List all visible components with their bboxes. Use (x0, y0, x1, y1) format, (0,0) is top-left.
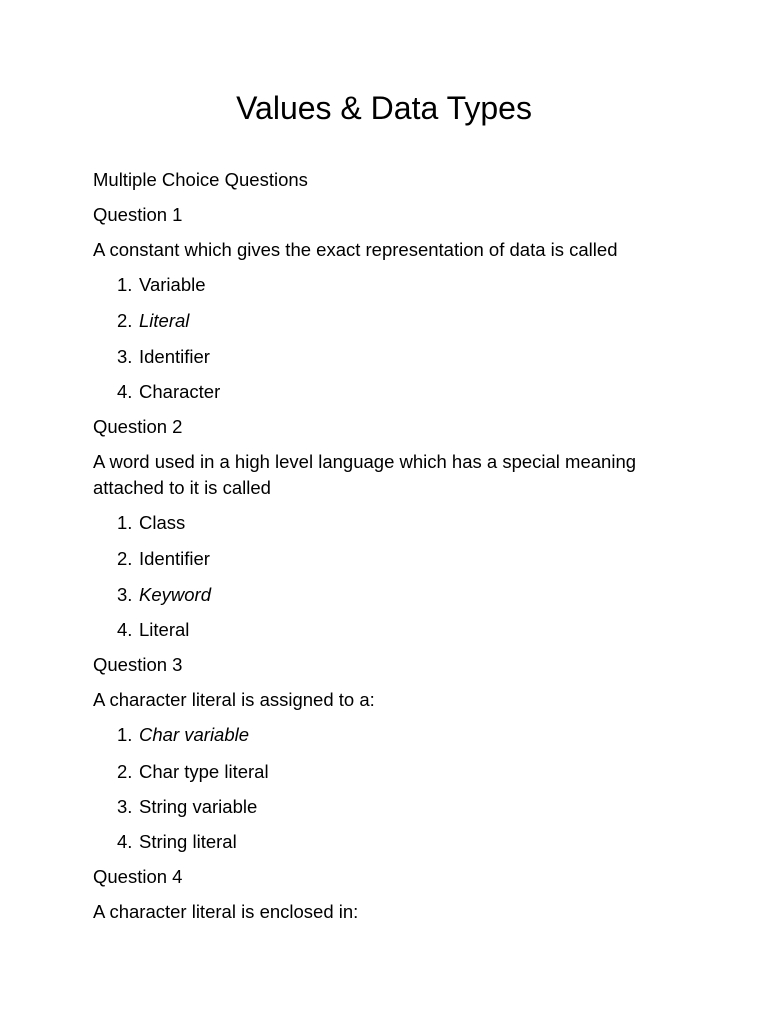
answer-option (93, 829, 237, 855)
section-heading: Multiple Choice Questions (93, 169, 308, 190)
option-text: Identifier (139, 548, 210, 569)
option-text: Literal (139, 619, 190, 640)
option-text: String literal (139, 831, 237, 852)
answer-option-correct (93, 308, 189, 334)
answer-option (93, 510, 185, 536)
option-number: 4. (117, 619, 133, 640)
option-text: Class (139, 512, 186, 533)
question-text: A constant which gives the exact representation of data is called (93, 239, 618, 260)
option-number: 1. (117, 724, 133, 745)
answer-option (93, 546, 210, 572)
answer-option-correct (93, 722, 249, 748)
answer-option (93, 794, 257, 820)
question-label: Question 3 (93, 654, 183, 675)
question-label: Question 2 (93, 416, 183, 437)
option-text: Character (139, 381, 221, 402)
option-number: 3. (117, 346, 133, 367)
answer-option (93, 344, 210, 370)
page-title: Values & Data Types (236, 90, 532, 126)
option-text: Char type literal (139, 761, 269, 782)
answer-option (93, 379, 220, 405)
option-text: Identifier (139, 346, 210, 367)
option-text: Char variable (139, 724, 250, 745)
option-text: Keyword (139, 584, 211, 605)
question-label: Question 4 (93, 866, 183, 887)
option-number: 2. (117, 310, 133, 331)
answer-option (93, 617, 189, 643)
option-text: Variable (139, 274, 206, 295)
option-number: 2. (117, 761, 133, 782)
answer-option (93, 759, 269, 785)
option-number: 4. (117, 831, 133, 852)
option-number: 3. (117, 584, 133, 605)
option-number: 3. (117, 796, 133, 817)
question-text: A character literal is assigned to a: (93, 689, 375, 710)
option-text: String variable (139, 796, 258, 817)
question-text: A word used in a high level language which has a special meaning attached to it is called (93, 451, 637, 498)
option-number: 1. (117, 274, 133, 295)
option-number: 4. (117, 381, 133, 402)
option-text: Literal (139, 310, 190, 331)
option-number: 2. (117, 548, 133, 569)
answer-option-correct (93, 582, 211, 608)
question-text: A character literal is enclosed in: (93, 901, 359, 922)
question-label: Question 1 (93, 204, 183, 225)
answer-option (93, 272, 206, 298)
option-number: 1. (117, 512, 133, 533)
